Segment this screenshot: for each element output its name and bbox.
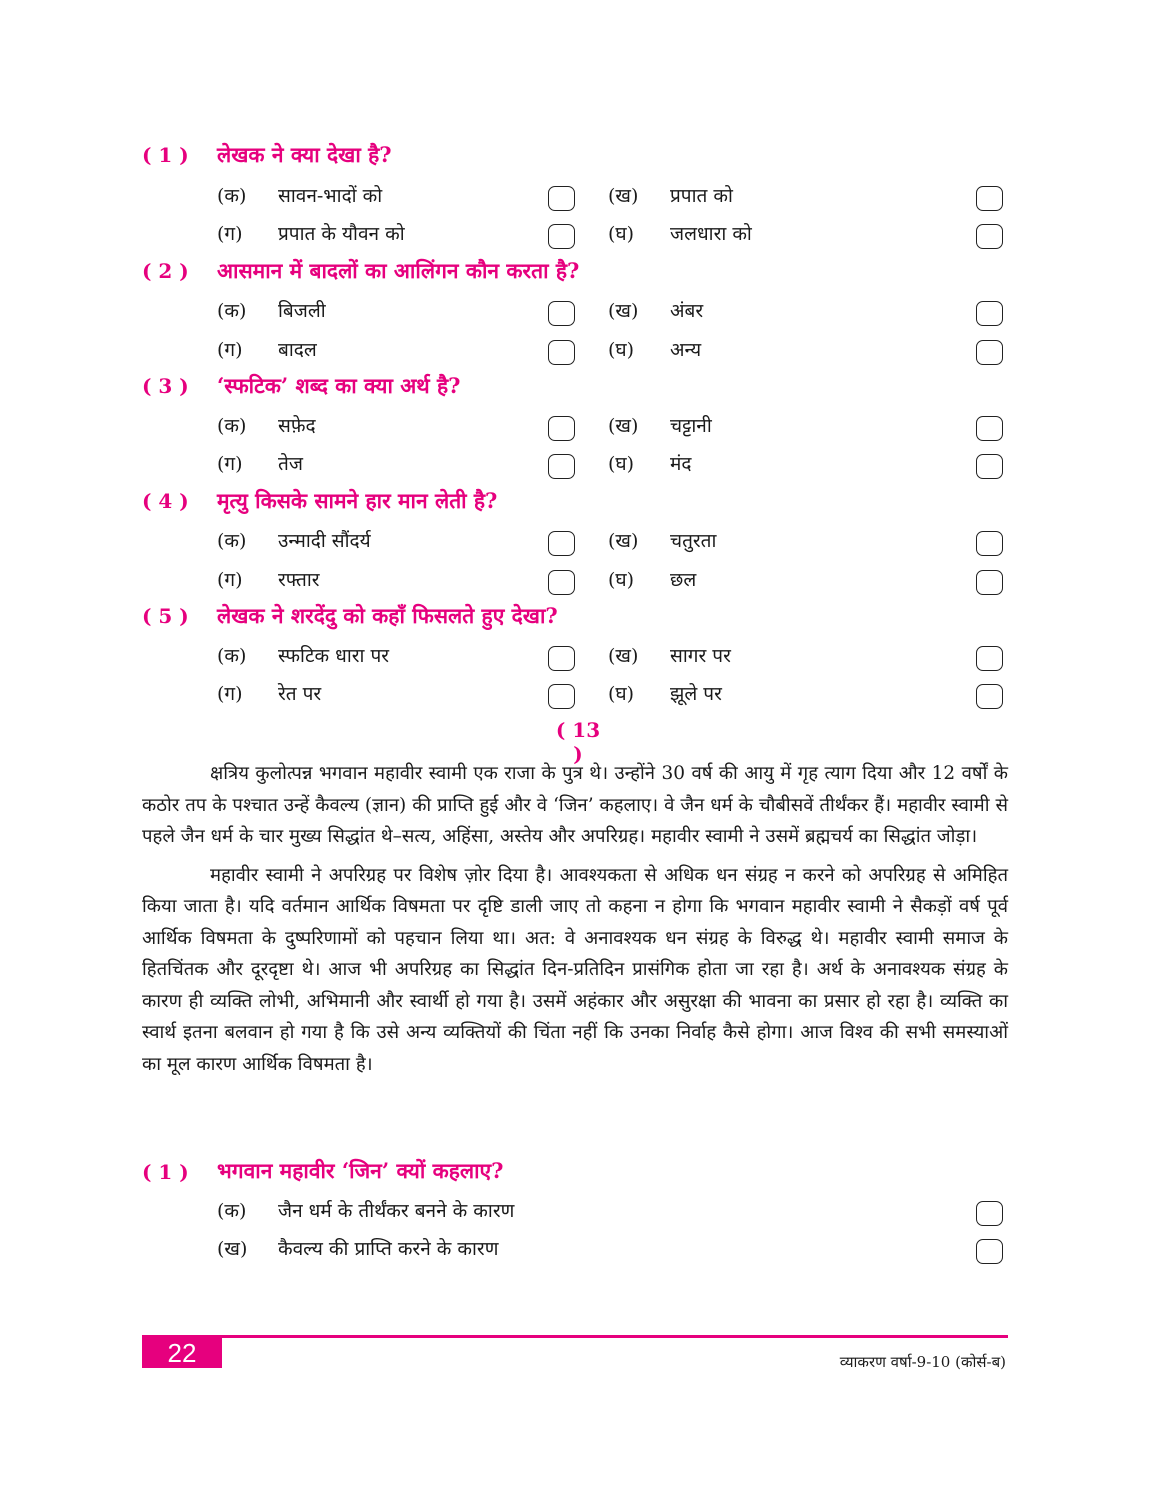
option-text: जलधारा को xyxy=(670,223,752,245)
footer-divider xyxy=(142,1335,1008,1338)
option-text: अन्य xyxy=(670,339,702,361)
option-text: चट्टानी xyxy=(670,415,712,437)
option-text: अंबर xyxy=(670,300,704,322)
answer-checkbox[interactable] xyxy=(976,340,1003,365)
answer-checkbox[interactable] xyxy=(548,454,575,479)
answer-checkbox[interactable] xyxy=(548,570,575,595)
question-text: आसमान में बादलों का आलिंगन कौन करता है? xyxy=(217,258,580,283)
passage-number: ( 13 ) xyxy=(555,718,601,766)
option-text: उन्मादी सौंदर्य xyxy=(278,530,371,552)
option-label: (घ) xyxy=(608,569,635,591)
answer-checkbox[interactable] xyxy=(548,301,575,326)
answer-checkbox[interactable] xyxy=(548,186,575,211)
question-text: भगवान महावीर ‘जिन’ क्यों कहलाए? xyxy=(217,1158,504,1183)
question-text: लेखक ने क्या देखा है? xyxy=(217,142,392,167)
answer-checkbox[interactable] xyxy=(976,531,1003,556)
option-text: सागर पर xyxy=(670,645,731,667)
option-label: (घ) xyxy=(608,339,635,361)
option-text: छल xyxy=(670,569,697,591)
answer-checkbox[interactable] xyxy=(976,301,1003,326)
option-label: (ग) xyxy=(217,453,243,475)
answer-checkbox[interactable] xyxy=(548,684,575,709)
option-text: स्फटिक धारा पर xyxy=(278,645,390,667)
answer-checkbox[interactable] xyxy=(976,224,1003,249)
option-text: तेज xyxy=(278,453,303,475)
answer-checkbox[interactable] xyxy=(548,224,575,249)
question-text: लेखक ने शरदेंदु को कहाँ फिसलते हुए देखा? xyxy=(217,603,558,628)
option-text: चतुरता xyxy=(670,530,717,552)
answer-checkbox[interactable] xyxy=(976,646,1003,671)
option-text: सावन-भादों को xyxy=(278,185,383,207)
option-text: जैन धर्म के तीर्थंकर बनने के कारण xyxy=(278,1200,515,1222)
option-text: प्रपात के यौवन को xyxy=(278,223,405,245)
option-label: (ख) xyxy=(608,300,639,322)
option-text: रेत पर xyxy=(278,683,322,705)
option-label: (क) xyxy=(217,1200,247,1222)
option-text: प्रपात को xyxy=(670,185,733,207)
answer-checkbox[interactable] xyxy=(976,416,1003,441)
answer-checkbox[interactable] xyxy=(976,1201,1003,1226)
question-number: ( 4 ) xyxy=(142,489,189,513)
option-label: (ग) xyxy=(217,223,243,245)
book-title: व्याकरण वर्षा-9-10 (कोर्स-ब) xyxy=(839,1353,1006,1371)
answer-checkbox[interactable] xyxy=(976,570,1003,595)
option-label: (ख) xyxy=(608,530,639,552)
option-label: (क) xyxy=(217,300,247,322)
option-label: (ग) xyxy=(217,683,243,705)
question-number: ( 2 ) xyxy=(142,259,189,283)
option-label: (घ) xyxy=(608,453,635,475)
option-label: (ख) xyxy=(608,645,639,667)
option-label: (क) xyxy=(217,415,247,437)
option-label: (ग) xyxy=(217,339,243,361)
option-label: (क) xyxy=(217,645,247,667)
option-label: (क) xyxy=(217,530,247,552)
question-text: ‘स्फटिक’ शब्द का क्या अर्थ है? xyxy=(217,373,461,398)
option-text: बादल xyxy=(278,339,317,361)
option-label: (ग) xyxy=(217,569,243,591)
answer-checkbox[interactable] xyxy=(548,531,575,556)
answer-checkbox[interactable] xyxy=(548,416,575,441)
passage xyxy=(142,758,1008,1080)
option-label: (ख) xyxy=(608,185,639,207)
option-label: (ख) xyxy=(608,415,639,437)
answer-checkbox[interactable] xyxy=(976,454,1003,479)
answer-checkbox[interactable] xyxy=(548,340,575,365)
option-text: मंद xyxy=(670,453,692,475)
option-label: (घ) xyxy=(608,683,635,705)
answer-checkbox[interactable] xyxy=(976,1239,1003,1264)
passage-paragraph: क्षत्रिय कुलोत्पन्न भगवान महावीर स्वामी एक राजा के पुत्र थे। उन्होंने 30 वर्ष की आयु में गृह त्याग दिया और 12 वर्षों के कठोर तप के पश्चात उन्हें कैवल्य (ज्ञान) की प्राप्ति हुई और वे ‘जिन’ कहलाए। वे जैन धर्म के चौबीसवें तीर्थंकर हैं। महावीर स्वामी से पहले जैन धर्म के चार मुख्य सिद्धांत थे–सत्य, अहिंसा, अस्तेय और अपरिग्रह। महावीर स्वामी ने उसमें ब्रह्मचर्य का सिद्धांत जोड़ा। xyxy=(142,763,1008,847)
option-label: (ख) xyxy=(217,1238,248,1260)
question-number: ( 1 ) xyxy=(142,1160,189,1184)
option-text: बिजली xyxy=(278,300,326,322)
option-text: रफ्तार xyxy=(278,569,320,591)
question-number: ( 3 ) xyxy=(142,374,189,398)
option-text: झूले पर xyxy=(670,683,722,705)
question-number: ( 1 ) xyxy=(142,143,189,167)
option-text: सफ़ेद xyxy=(278,415,316,437)
answer-checkbox[interactable] xyxy=(976,186,1003,211)
question-text: मृत्यु किसके सामने हार मान लेती है? xyxy=(217,488,498,513)
passage-paragraph: महावीर स्वामी ने अपरिग्रह पर विशेष ज़ोर दिया है। आवश्यकता से अधिक धन संग्रह न करने को अपरिग्रह से अमिहित किया जाता है। यदि वर्तमान आर्थिक विषमता पर दृष्टि डाली जाए तो कहना न होगा कि भगवान महावीर स्वामी ने सैकड़ों वर्ष पूर्व आर्थिक विषमता के दुष्परिणामों को पहचान लिया था। अत: वे अनावश्यक धन संग्रह के विरुद्ध थे। महावीर स्वामी समाज के हितचिंतक और दूरदृष्टा थे। आज भी अपरिग्रह का सिद्धांत दिन-प्रतिदिन प्रासंगिक होता जा रहा है। अर्थ के अनावश्यक संग्रह के कारण ही व्यक्ति लोभी, अभिमानी और स्वार्थी हो गया है। उसमें अहंकार और असुरक्षा की भावना का प्रसार हो रहा है। व्यक्ति का स्वार्थ इतना बलवान हो गया है कि उसे अन्य व्यक्तियों की चिंता नहीं कि उनका निर्वाह कैसे होगा। आज विश्व की सभी समस्याओं का मूल कारण आर्थिक विषमता है। xyxy=(142,864,1008,1075)
option-label: (घ) xyxy=(608,223,635,245)
option-label: (क) xyxy=(217,185,247,207)
question-number: ( 5 ) xyxy=(142,604,189,628)
answer-checkbox[interactable] xyxy=(976,684,1003,709)
page-number-badge: 22 xyxy=(142,1338,222,1368)
answer-checkbox[interactable] xyxy=(548,646,575,671)
option-text: कैवल्य की प्राप्ति करने के कारण xyxy=(278,1238,499,1260)
